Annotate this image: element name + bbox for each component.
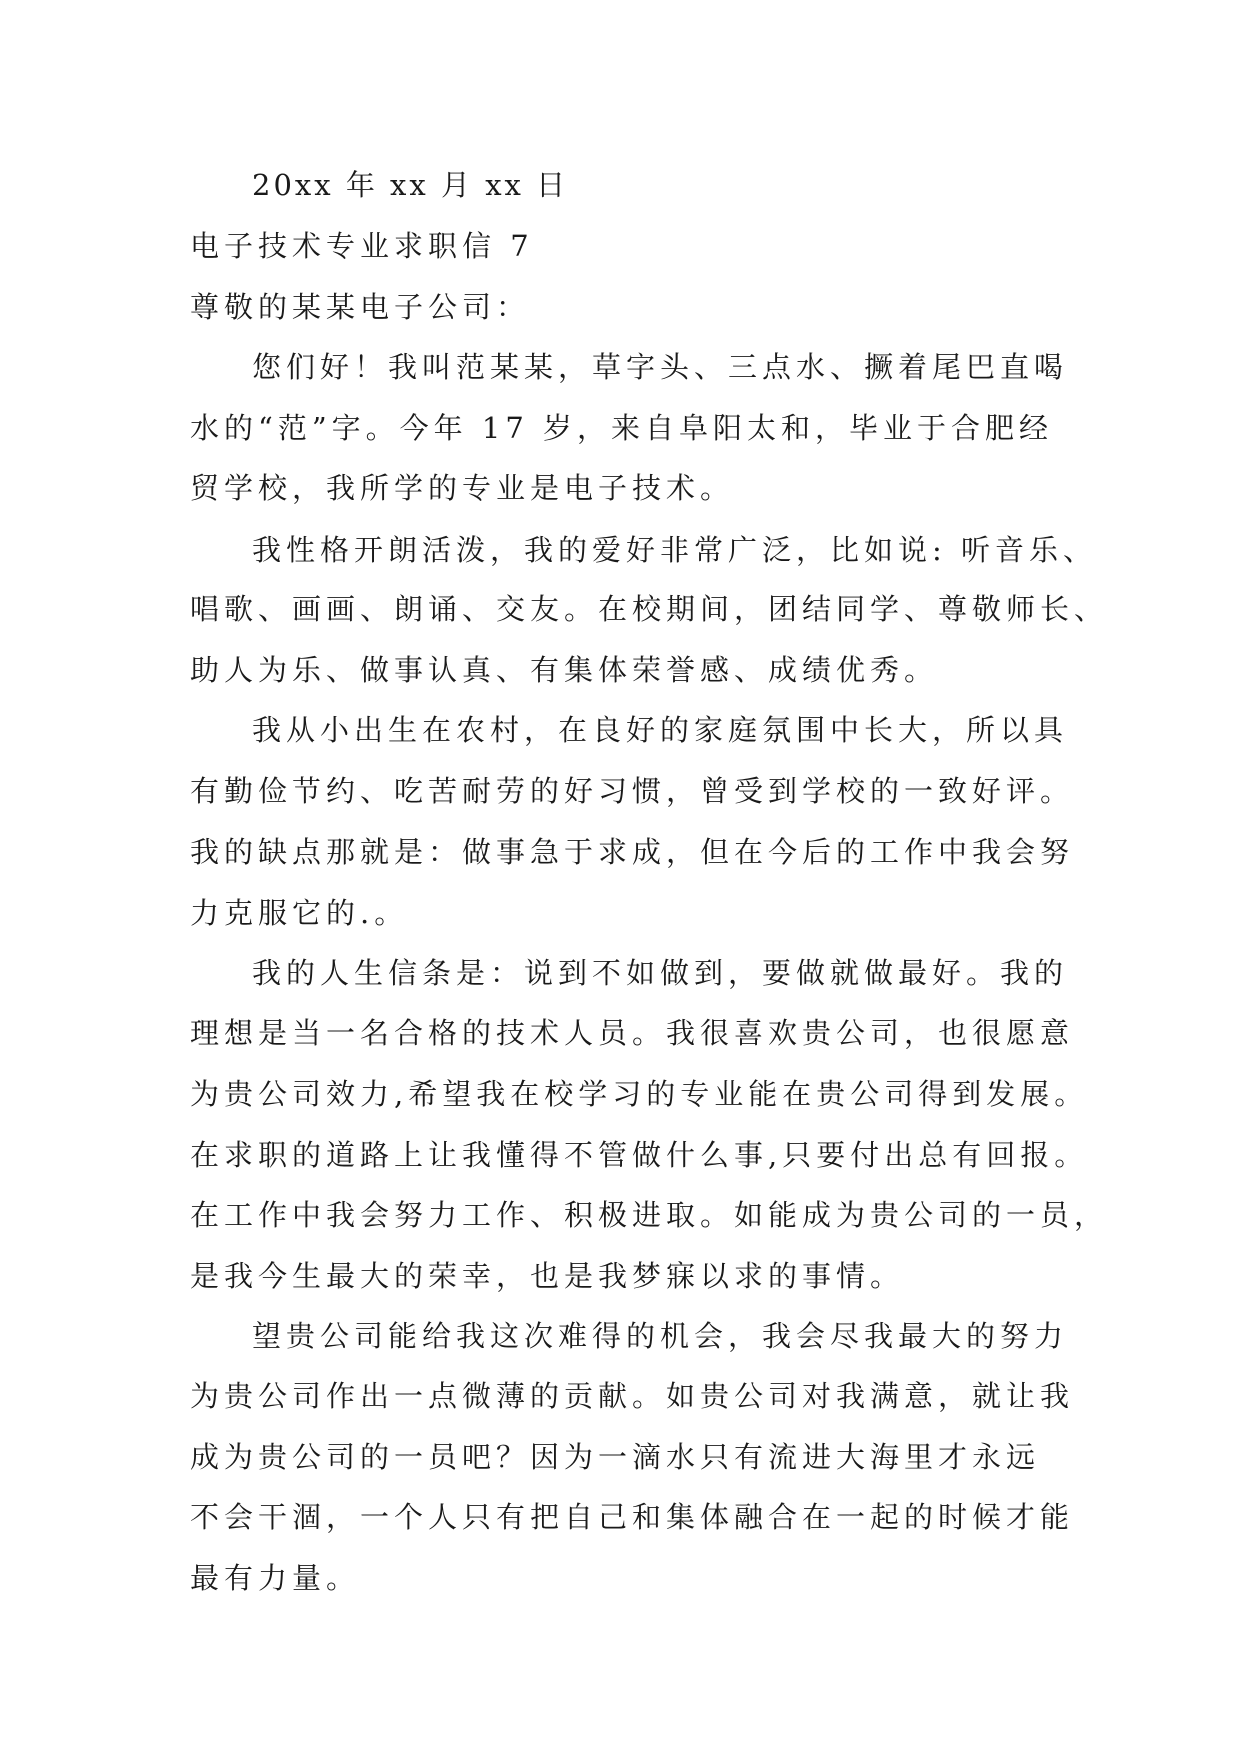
paragraph-line: 水的“范”字。今年 17 岁，来自阜阳太和，毕业于合肥经: [190, 411, 1053, 445]
paragraph-line: 贸学校，我所学的专业是电子技术。: [190, 471, 735, 505]
paragraph-line: 为贵公司作出一点微薄的贡献。如贵公司对我满意，就让我: [190, 1379, 1075, 1413]
paragraph-line: 我的缺点那就是：做事急于求成，但在今后的工作中我会努: [190, 835, 1075, 869]
paragraph-line: 力克服它的.。: [190, 896, 409, 930]
document-title: 电子技术专业求职信 7: [190, 229, 534, 263]
paragraph-line: 理想是当一名合格的技术人员。我很喜欢贵公司，也很愿意: [190, 1016, 1075, 1050]
paragraph-line: 不会干涸，一个人只有把自己和集体融合在一起的时候才能: [190, 1500, 1075, 1534]
paragraph-line: 成为贵公司的一员吧？因为一滴水只有流进大海里才永远: [190, 1440, 1041, 1474]
paragraph-line: 最有力量。: [190, 1561, 361, 1595]
salutation: 尊敬的某某电子公司：: [190, 290, 531, 324]
paragraph-line: 在求职的道路上让我懂得不管做什么事,只要付出总有回报。: [190, 1138, 1089, 1172]
paragraph-line: 我性格开朗活泼，我的爱好非常广泛，比如说: 听音乐、: [252, 533, 1097, 567]
paragraph-line: 有勤俭节约、吃苦耐劳的好习惯，曾受到学校的一致好评。: [190, 774, 1075, 808]
date-line: 20xx 年 xx 月 xx 日: [252, 168, 569, 202]
paragraph-line: 助人为乐、做事认真、有集体荣誉感、成绩优秀。: [190, 653, 939, 687]
paragraph-line: 我的人生信条是：说到不如做到，要做就做最好。我的: [252, 956, 1069, 990]
paragraph-line: 为贵公司效力,希望我在校学习的专业能在贵公司得到发展。: [190, 1077, 1089, 1111]
paragraph-line: 在工作中我会努力工作、积极进取。如能成为贵公司的一员，: [190, 1198, 1109, 1232]
paragraph-line: 唱歌、画画、朗诵、交友。在校期间，团结同学、尊敬师长、: [190, 592, 1109, 626]
paragraph-line: 您们好！我叫范某某，草字头、三点水、撅着尾巴直喝: [252, 350, 1069, 384]
paragraph-line: 我从小出生在农村，在良好的家庭氛围中长大，所以具: [252, 713, 1069, 747]
paragraph-line: 望贵公司能给我这次难得的机会，我会尽我最大的努力: [252, 1319, 1069, 1353]
paragraph-line: 是我今生最大的荣幸，也是我梦寐以求的事情。: [190, 1259, 905, 1293]
